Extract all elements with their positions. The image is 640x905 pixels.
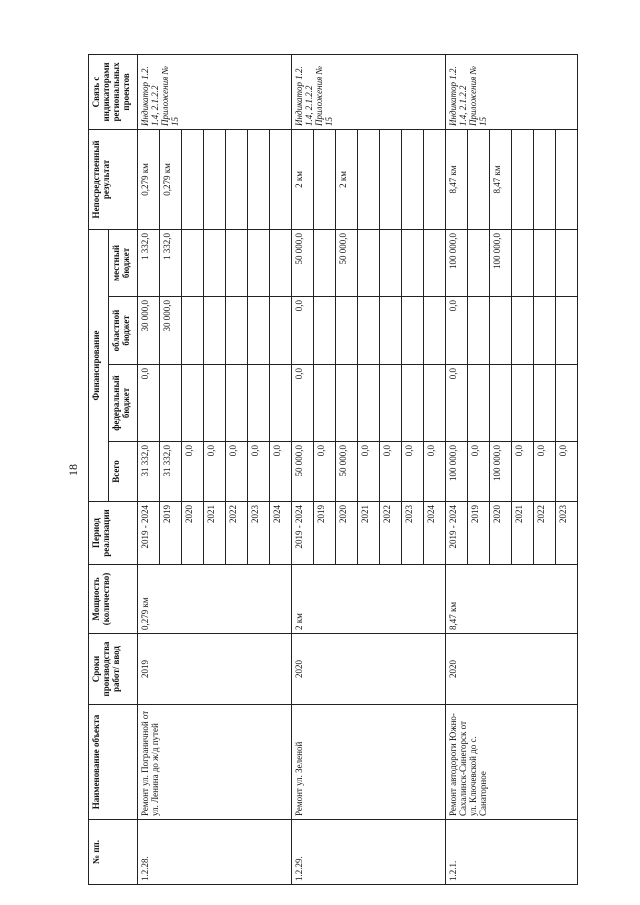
federal-amount xyxy=(424,365,446,442)
total-amount: 0,0 xyxy=(270,442,292,502)
direct-result: 2 км xyxy=(336,129,358,229)
rotated-page xyxy=(60,55,580,885)
header-regional: областной бюджет xyxy=(109,297,138,365)
item-number: 1.2.29. xyxy=(292,820,446,885)
total-amount: 100 000,0 xyxy=(490,442,512,502)
period: 2020 xyxy=(182,502,204,565)
header-local: местный бюджет xyxy=(109,229,138,296)
work-terms: 2020 xyxy=(446,634,578,705)
federal-amount xyxy=(380,365,402,442)
header-financing: Финансирование xyxy=(89,229,109,501)
period: 2019 xyxy=(314,502,336,565)
work-terms: 2019 xyxy=(138,634,292,705)
total-amount: 0,0 xyxy=(534,442,556,502)
table-body xyxy=(138,54,578,884)
period: 2022 xyxy=(534,502,556,565)
total-amount: 0,0 xyxy=(468,442,490,502)
direct-result xyxy=(512,129,534,229)
local-amount xyxy=(248,229,270,296)
direct-result xyxy=(380,129,402,229)
program-table xyxy=(88,54,578,885)
total-amount: 0,0 xyxy=(182,442,204,502)
local-amount: 1 332,0 xyxy=(138,229,160,296)
period: 2019 - 2024 xyxy=(138,502,160,565)
regional-amount xyxy=(424,297,446,365)
direct-result: 0,279 км xyxy=(138,129,160,229)
regional-amount xyxy=(380,297,402,365)
federal-amount xyxy=(534,365,556,442)
local-amount xyxy=(204,229,226,296)
federal-amount xyxy=(402,365,424,442)
regional-amount: 30 000,0 xyxy=(160,297,182,365)
regional-amount xyxy=(490,297,512,365)
direct-result xyxy=(270,129,292,229)
regional-amount xyxy=(556,297,578,365)
period: 2020 xyxy=(336,502,358,565)
local-amount xyxy=(402,229,424,296)
federal-amount: 0,0 xyxy=(138,365,160,442)
federal-amount xyxy=(182,365,204,442)
local-amount: 100 000,0 xyxy=(446,229,468,296)
federal-amount xyxy=(226,365,248,442)
federal-amount xyxy=(160,365,182,442)
regional-amount xyxy=(336,297,358,365)
indicator-link: Индикатор 1.2. 1.4, 2.1.2.2 Приложения № 15 xyxy=(138,54,292,129)
regional-amount: 30 000,0 xyxy=(138,297,160,365)
federal-amount xyxy=(336,365,358,442)
direct-result xyxy=(182,129,204,229)
federal-amount xyxy=(512,365,534,442)
local-amount: 50 000,0 xyxy=(336,229,358,296)
capacity: 8,47 км xyxy=(446,565,578,634)
period: 2020 xyxy=(490,502,512,565)
period: 2021 xyxy=(358,502,380,565)
regional-amount xyxy=(204,297,226,365)
indicator-link: Индикатор 1.2. 1.4, 2.1.2.2 Приложения № 15 xyxy=(446,54,578,129)
object-name: Ремонт ул. Зеленой xyxy=(292,705,446,820)
local-amount xyxy=(270,229,292,296)
regional-amount xyxy=(314,297,336,365)
direct-result xyxy=(226,129,248,229)
header-federal: федеральный бюджет xyxy=(109,365,138,442)
total-amount: 0,0 xyxy=(556,442,578,502)
total-amount: 31 332,0 xyxy=(138,442,160,502)
direct-result: 8,47 км xyxy=(446,129,468,229)
local-amount xyxy=(512,229,534,296)
federal-amount xyxy=(358,365,380,442)
total-amount: 31 332,0 xyxy=(160,442,182,502)
direct-result xyxy=(248,129,270,229)
period: 2021 xyxy=(512,502,534,565)
capacity: 0,279 км xyxy=(138,565,292,634)
local-amount: 50 000,0 xyxy=(292,229,314,296)
total-amount: 0,0 xyxy=(380,442,402,502)
direct-result: 8,47 км xyxy=(490,129,512,229)
period: 2023 xyxy=(556,502,578,565)
direct-result xyxy=(402,129,424,229)
regional-amount xyxy=(534,297,556,365)
federal-amount xyxy=(248,365,270,442)
direct-result xyxy=(314,129,336,229)
direct-result xyxy=(534,129,556,229)
regional-amount xyxy=(358,297,380,365)
header-terms: Сроки производства работ/ ввод xyxy=(89,634,138,705)
capacity: 2 км xyxy=(292,565,446,634)
period: 2024 xyxy=(270,502,292,565)
total-amount: 0,0 xyxy=(512,442,534,502)
period: 2019 - 2024 xyxy=(292,502,314,565)
table-row xyxy=(292,54,314,884)
regional-amount xyxy=(468,297,490,365)
federal-amount xyxy=(490,365,512,442)
federal-amount xyxy=(314,365,336,442)
item-number: 1.2.28. xyxy=(138,820,292,885)
total-amount: 0,0 xyxy=(248,442,270,502)
regional-amount xyxy=(402,297,424,365)
federal-amount xyxy=(556,365,578,442)
local-amount xyxy=(556,229,578,296)
federal-amount xyxy=(468,365,490,442)
page-number: 18 xyxy=(66,464,80,476)
federal-amount: 0,0 xyxy=(446,365,468,442)
period: 2019 xyxy=(160,502,182,565)
total-amount: 0,0 xyxy=(314,442,336,502)
local-amount xyxy=(314,229,336,296)
total-amount: 0,0 xyxy=(424,442,446,502)
direct-result xyxy=(358,129,380,229)
header-result: Непосредственный результат xyxy=(89,129,138,229)
table-row xyxy=(446,54,468,884)
total-amount: 0,0 xyxy=(204,442,226,502)
direct-result: 0,279 км xyxy=(160,129,182,229)
regional-amount: 0,0 xyxy=(292,297,314,365)
direct-result: 2 км xyxy=(292,129,314,229)
federal-amount xyxy=(204,365,226,442)
header-total: Всего xyxy=(109,442,138,502)
regional-amount: 0,0 xyxy=(446,297,468,365)
direct-result xyxy=(204,129,226,229)
period: 2021 xyxy=(204,502,226,565)
local-amount: 1 332,0 xyxy=(160,229,182,296)
period: 2019 xyxy=(468,502,490,565)
regional-amount xyxy=(248,297,270,365)
local-amount xyxy=(380,229,402,296)
header-capacity: Мощность (количество) xyxy=(89,565,138,634)
local-amount xyxy=(358,229,380,296)
table-row xyxy=(138,54,160,884)
period: 2023 xyxy=(402,502,424,565)
local-amount xyxy=(468,229,490,296)
object-name: Ремонт ул. Пограничной от ул. Ленина до ж/д путей xyxy=(138,705,292,820)
period: 2019 - 2024 xyxy=(446,502,468,565)
work-terms: 2020 xyxy=(292,634,446,705)
period: 2024 xyxy=(424,502,446,565)
header-link: Связь с индикаторами региональных проектов xyxy=(89,54,138,129)
indicator-link: Индикатор 1.2. 1.4, 2.1.2.2 Приложения № 15 xyxy=(292,54,446,129)
total-amount: 0,0 xyxy=(226,442,248,502)
header-name: Наименование объекта xyxy=(89,705,138,820)
item-number: 1.2.1. xyxy=(446,820,578,885)
direct-result xyxy=(468,129,490,229)
local-amount xyxy=(534,229,556,296)
local-amount xyxy=(182,229,204,296)
local-amount xyxy=(424,229,446,296)
direct-result xyxy=(556,129,578,229)
header-period: Период реализации xyxy=(89,502,138,565)
federal-amount: 0,0 xyxy=(292,365,314,442)
local-amount: 100 000,0 xyxy=(490,229,512,296)
total-amount: 100 000,0 xyxy=(446,442,468,502)
direct-result xyxy=(424,129,446,229)
regional-amount xyxy=(182,297,204,365)
local-amount xyxy=(226,229,248,296)
period: 2023 xyxy=(248,502,270,565)
regional-amount xyxy=(512,297,534,365)
total-amount: 0,0 xyxy=(358,442,380,502)
regional-amount xyxy=(270,297,292,365)
period: 2022 xyxy=(380,502,402,565)
header-num: № пп. xyxy=(89,820,138,885)
total-amount: 0,0 xyxy=(402,442,424,502)
object-name: Ремонт автодороги Южно-Сахалинск-Синегорск от ул. Ключевской до с. Санаторное xyxy=(446,705,578,820)
federal-amount xyxy=(270,365,292,442)
total-amount: 50 000,0 xyxy=(292,442,314,502)
total-amount: 50 000,0 xyxy=(336,442,358,502)
period: 2022 xyxy=(226,502,248,565)
regional-amount xyxy=(226,297,248,365)
